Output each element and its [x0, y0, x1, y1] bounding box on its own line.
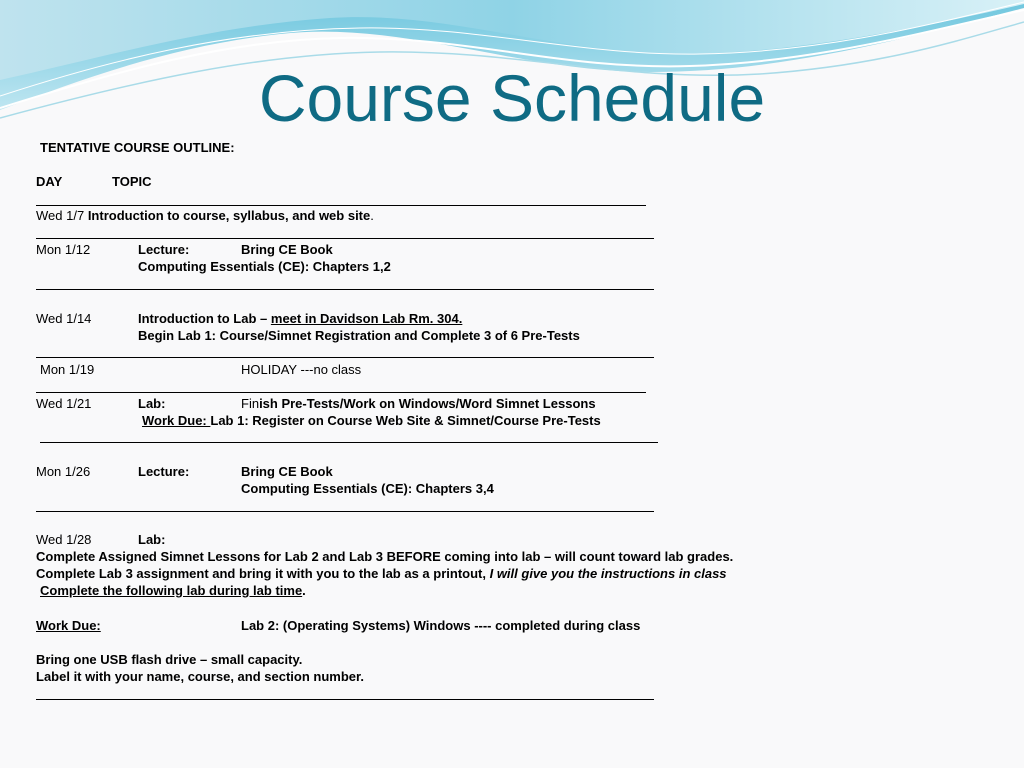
outline-heading: TENTATIVE COURSE OUTLINE:	[40, 140, 235, 155]
work-due-text: Lab 1: Register on Course Web Site & Simnet/Course Pre-Tests	[210, 413, 601, 428]
schedule-row-1	[36, 208, 374, 224]
page-title: Course Schedule	[258, 61, 766, 135]
day-label: Mon 1/12	[36, 242, 91, 257]
day-label: Wed 1/7	[36, 208, 85, 223]
session-type: Lab:	[138, 396, 166, 411]
line3-text: Complete the following lab during lab time	[40, 583, 303, 598]
day-column-header: DAY	[36, 174, 63, 189]
line3-period: .	[302, 583, 306, 598]
divider	[40, 442, 658, 443]
lab-location: meet in Davidson Lab Rm. 304.	[270, 311, 463, 326]
session-note: Bring CE Book	[241, 464, 333, 479]
instruction-line-2	[36, 566, 727, 582]
divider	[36, 511, 654, 512]
instruction-line-3	[40, 583, 306, 599]
usb-instruction: Bring one USB flash drive – small capacity.	[36, 652, 303, 667]
divider	[36, 238, 654, 239]
divider	[36, 289, 654, 290]
work-due-text: Lab 2: (Operating Systems) Windows ---- completed during class	[241, 618, 641, 633]
divider	[36, 357, 654, 358]
divider	[36, 205, 646, 206]
day-label: Wed 1/28	[36, 532, 92, 547]
divider	[36, 699, 654, 700]
line2-text: Complete Lab 3 assignment and bring it with you to the lab as a printout,	[36, 566, 490, 581]
note-part-a: Fin	[241, 396, 260, 411]
divider	[36, 392, 646, 393]
session-note	[241, 396, 596, 412]
topic-column-header: TOPIC	[112, 174, 152, 189]
topic-text: Introduction to course, syllabus, and web site	[87, 208, 371, 223]
session-detail: Computing Essentials (CE): Chapters 3,4	[241, 481, 494, 496]
label-instruction: Label it with your name, course, and section number.	[36, 669, 364, 684]
session-note: Bring CE Book	[241, 242, 333, 257]
session-detail: Computing Essentials (CE): Chapters 1,2	[138, 259, 391, 274]
holiday-note: HOLIDAY ---no class	[241, 362, 362, 377]
session-type: Lecture:	[138, 242, 190, 257]
line2-italic: I will give you the instructions in class	[489, 566, 727, 581]
day-label: Wed 1/21	[36, 396, 92, 411]
work-due-label: Work Due:	[36, 618, 101, 633]
day-label: Wed 1/14	[36, 311, 92, 326]
work-due-line	[142, 413, 601, 429]
session-type: Lab:	[138, 532, 166, 547]
instruction-line-1: Complete Assigned Simnet Lessons for Lab 2 and Lab 3 BEFORE coming into lab – will count toward lab grades.	[36, 549, 734, 564]
session-intro	[138, 311, 462, 327]
note-part-b: ish Pre-Tests/Work on Windows/Word Simnet Lessons	[259, 396, 596, 411]
day-label: Mon 1/26	[36, 464, 91, 479]
day-label: Mon 1/19	[40, 362, 95, 377]
intro-text: Introduction to Lab –	[138, 311, 271, 326]
session-detail: Begin Lab 1: Course/Simnet Registration and Complete 3 of 6 Pre-Tests	[138, 328, 580, 343]
topic-period: .	[370, 208, 374, 223]
work-due-label: Work Due:	[142, 413, 211, 428]
session-type: Lecture:	[138, 464, 190, 479]
